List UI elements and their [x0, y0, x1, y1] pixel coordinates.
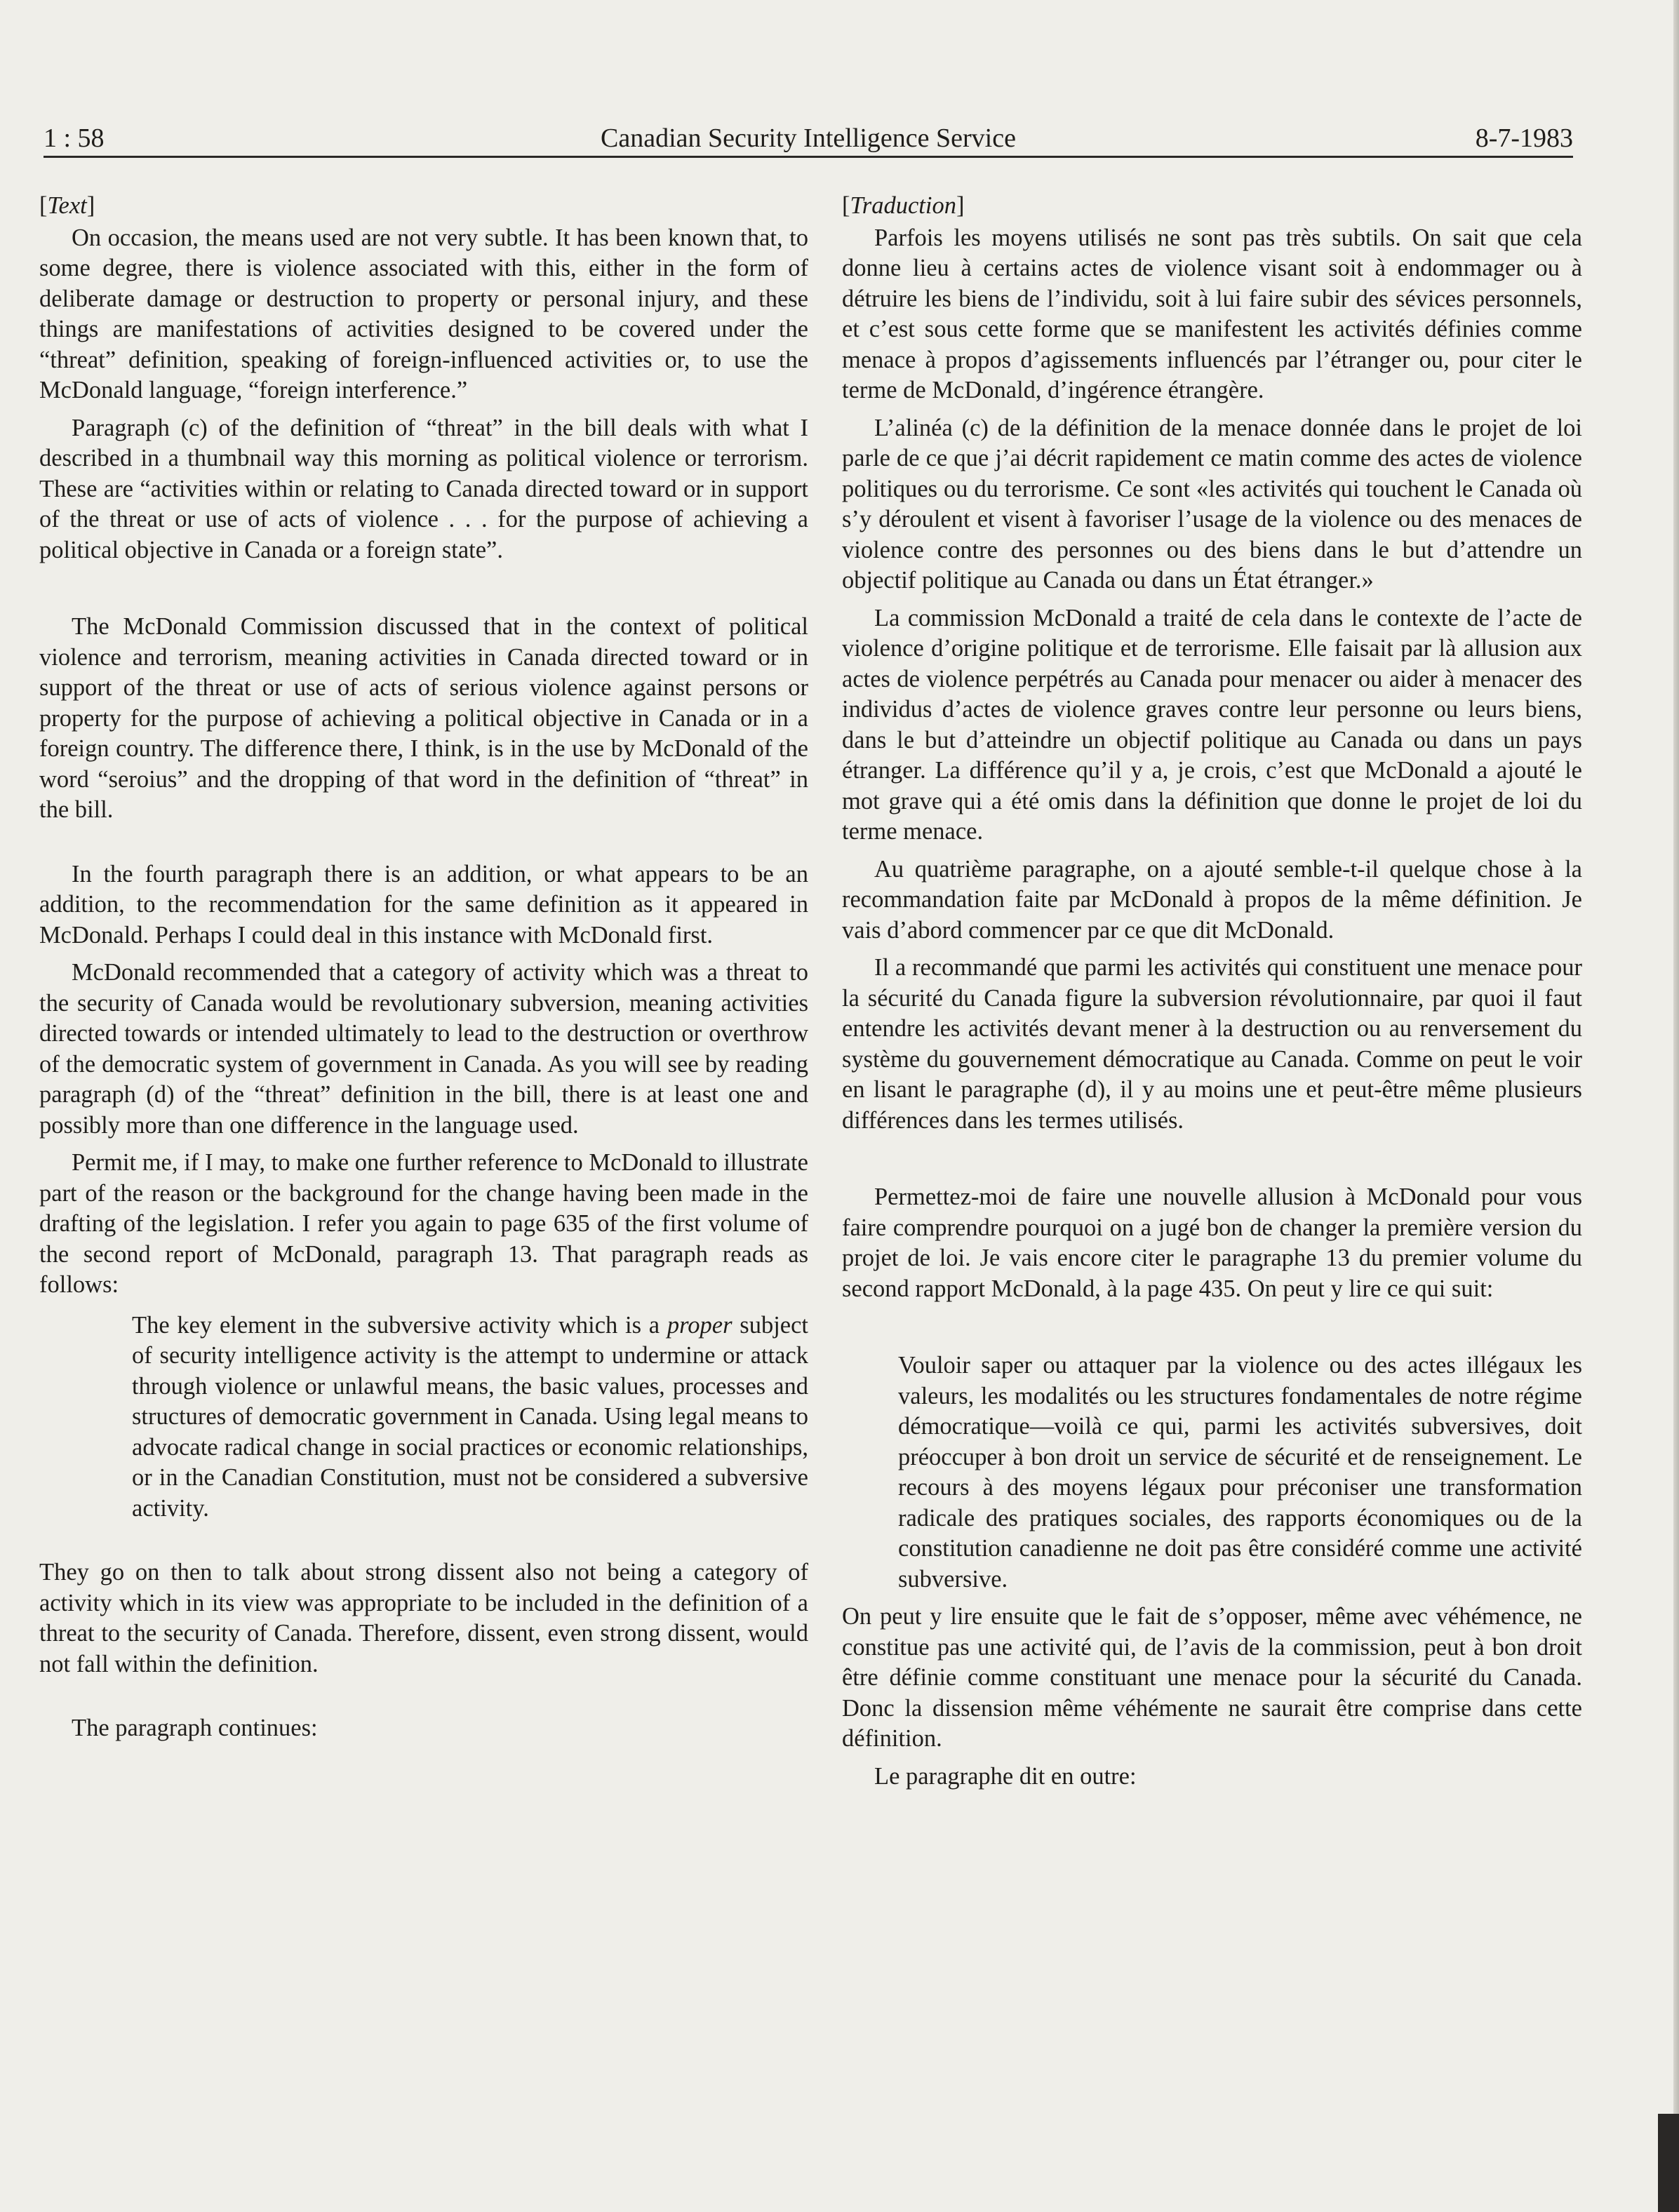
paragraph: On occasion, the means used are not very subtle. It has been known that, to some degree, there is violence associated with this, either in the form of deliberate damage or destruction to property or personal injury, and these things are manifestations of activities designed to be covered under the “threat” definition, speaking of foreign-influenced activities or, to use the McDonald language, “foreign interference.” — [39, 224, 808, 403]
paragraph: L’alinéa (c) de la définition de la menace donnée dans le projet de loi parle de ce que j’ai décrit rapidement ce matin comme des actes de violence politiques ou du terrorisme. Ce sont «les activités qui touchent le Canada où s’y déroulent et visent à favoriser l’usage de la violence ou des menaces de violence contre des personnes ou des biens dans le but d’attendre un objectif politique au Canada ou dans un État étranger.» — [842, 414, 1582, 594]
paragraph: Paragraph (c) of the definition of “threat” in the bill deals with what I described in a thumbnail way this morning as political violence or terrorism. These are “activities within or relating to Canada directed toward or in support of the threat or use of acts of violence . . . for the purpose of achieving a political objective in Canada or a foreign state”. — [39, 414, 808, 563]
paragraph: On peut y lire ensuite que le fait de s’opposer, même avec véhémence, ne constitue pas une activité qui, de l’avis de la commission, peut à bon droit être définie comme constituant une menace pour la sécurité du Canada. Donc la dissension même véhémente ne saurait être comprise dans cette définition. — [842, 1603, 1582, 1752]
paragraph: Il a recommandé que parmi les activités qui constituent une menace pour la sécurité du Canada figure la subversion révolutionnaire, par quoi il faut entendre les activités devant mener à la destruction ou au renversement du système du gouvernement démocratique au Canada. Comme on peut le voir en lisant le paragraphe (d), il y au moins une et peut-être même plusieurs différences dans les termes utilisés. — [842, 954, 1582, 1134]
paragraph: McDonald recommended that a category of activity which was a threat to the security of Canada would be revolutionary subversion, meaning activities directed towards or intended ultimately to lead to the destruction or overthrow of the democratic system of government in Canada. As you will see by reading paragraph (d) of the “threat” definition in the bill, there is at least one and possibly more than one difference in the language used. — [39, 959, 808, 1139]
paragraph: Le paragraphe dit en outre: — [874, 1762, 1137, 1790]
paragraph: The paragraph continues: — [72, 1715, 318, 1741]
block-quote: Vouloir saper ou attaquer par la violence ou des actes illégaux les valeurs, les modalités ou les structures fondamentales de notre régime démocratique—voilà ce qui, parmi les activités subversives, doit préoccuper à bon droit un service de sécurité et de renseignement. Le recours à des moyens légaux pour préconiser une transformation radicale des pratiques sociales, des rapports économiques ou de la constitution canadienne ne doit pas être considéré comme une activité subversive. — [898, 1352, 1582, 1593]
page-number: 1 : 58 — [44, 123, 105, 153]
paragraph: The McDonald Commission discussed that in the context of political violence and terrorism, meaning activities in Canada directed toward or in support of the threat or use of acts of serious violence against persons or property for the purpose of achieving a political objective in Canada or in a foreign country. The difference there, I think, is in the use by McDonald of the word “seroius” and the dropping of that word in the definition of “threat” in the bill. — [39, 613, 808, 823]
text-label: [Text] — [39, 192, 95, 219]
english-column — [39, 191, 808, 1744]
french-column — [842, 191, 1582, 1792]
paragraph: La commission McDonald a traité de cela dans le contexte de l’acte de violence d’origine politique et de terrorisme. Elle faisait par là allusion aux actes de violence perpétrés au Canada pour menacer ou aider à menacer des individus d’actes de violence graves contre leur personne ou leurs biens, dans le but d’atteindre un objectif politique au Canada ou dans un pays étranger. La différence qu’il y a, je crois, c’est que McDonald a ajouté le mot grave qui a été omis dans la définition que donne le projet de loi du terme menace. — [842, 604, 1582, 845]
running-title: Canadian Security Intelligence Service — [601, 123, 1016, 153]
header-date: 8-7-1983 — [1475, 123, 1573, 153]
paragraph: They go on then to talk about strong dissent also not being a category of activity which in its view was appropriate to be included in the definition of a threat to the security of Canada. Therefore, dissent, even strong dissent, would not fall within the definition. — [39, 1559, 808, 1677]
block-quote: The key element in the subversive activity which is a proper subject of security intelligence activity is the attempt to undermine or attack through violence or unlawful means, the basic values, processes and structures of democratic government in Canada. Using legal means to advocate radical change in social practices or economic relationships, or in the Canadian Constitution, must not be considered a subversive activity. — [132, 1311, 809, 1522]
page-edge — [1673, 0, 1679, 2212]
paragraph: Parfois les moyens utilisés ne sont pas très subtils. On sait que cela donne lieu à certains actes de violence visant soit à endommager ou à détruire les biens de l’individu, soit à lui faire subir des sévices personnels, et c’est sous cette forme que se manifestent les activités définies comme menace à propos d’agissements influencés par l’étranger ou, pour citer le terme de McDonald, d’ingérence étrangère. — [842, 224, 1582, 403]
paragraph: Permettez-moi de faire une nouvelle allusion à McDonald pour vous faire comprendre pourquoi on a jugé bon de changer la première version du projet de loi. Je vais encore citer le paragraphe 13 du premier volume du second rapport McDonald, à la page 435. On peut y lire ce qui suit: — [842, 1184, 1582, 1302]
traduction-label: [Traduction] — [842, 192, 965, 219]
paragraph: Permit me, if I may, to make one further reference to McDonald to illustrate part of the reason or the background for the change having been made in the drafting of the legislation. I refer you again to page 635 of the first volume of the second report of McDonald, paragraph 13. That paragraph reads as follows: — [39, 1149, 808, 1298]
binding-strip — [1658, 2114, 1679, 2212]
paragraph: In the fourth paragraph there is an addition, or what appears to be an addition, to the recommendation for the same definition as it appeared in McDonald. Perhaps I could deal in this instance with McDonald first. — [39, 860, 808, 949]
paragraph: Au quatrième paragraphe, on a ajouté semble-t-il quelque chose à la recommandation faite par McDonald à propos de la même définition. Je vais d’abord commencer par ce que dit McDonald. — [842, 855, 1582, 944]
page-header — [44, 121, 1573, 158]
